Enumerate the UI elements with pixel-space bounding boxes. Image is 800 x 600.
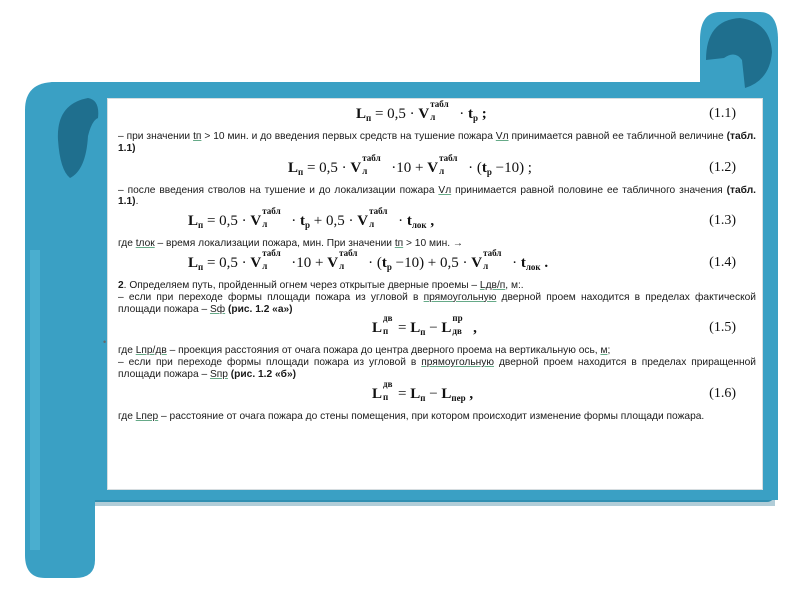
formula-1-3: [118, 206, 756, 235]
paragraph-1: – при значении tп > 10 мин. и до введения первых средств на тушение пожара Vл принимается равной ее табличной величине (табл. 1.1): [118, 131, 757, 154]
formula-number: (1.2): [709, 159, 736, 175]
formula-1-4: [118, 247, 756, 277]
formula-number: (1.6): [709, 385, 736, 401]
formula-expression: $L_п = 0,5 \cdot V$ табл л · $t_р + 0,5 \cdot V$ табл л · $t_{лок}$ ,: [188, 206, 435, 231]
formula-number: (1.3): [709, 213, 736, 229]
formula-1-5: [118, 313, 756, 342]
paragraph-4: 2. Определяем путь, пройденный огнем через открытые дверные проемы – Lдв/п, м:.: [118, 279, 524, 291]
formula-1-6: [118, 378, 756, 408]
formula-expression: $L_п = 0,5 \cdot V$ табл л ·10 + V табл л · $(t_р -10)$ ;: [288, 152, 532, 177]
formula-number: (1.1): [709, 106, 736, 121]
formula-expression: L дв п = $L_п - L_{пер}$ ,: [372, 378, 474, 403]
paragraph-2: – после введения стволов на тушение и до локализации пожара Vл принимается равной половине ее табличного значения (табл. 1.1).: [118, 184, 756, 208]
paragraph-8: где Lпер – расстояние от очага пожара до стены помещения, при котором происходит изменение формы площади пожара.: [118, 410, 705, 422]
formula-expression: $L_п = 0,5 \cdot V$ табл л ·10 + V табл л · $(t_р -10) + 0,5 \cdot V$ табл л · $t_{лок}$ .: [188, 247, 549, 272]
formula-number: (1.4): [709, 254, 736, 270]
formula-expression: L дв п = $L_п - L$ пр дв ,: [372, 313, 477, 338]
paragraph-5: – если при переходе формы площади пожара из угловой в прямоугольную дверной проем находится в пределах фактической площади пожара – Sф (рис. 1.2 «а»): [118, 291, 756, 315]
paragraph-3: где tлок – время локализации пожара, мин. При значении tп > 10 мин. →: [118, 238, 464, 250]
paragraph-7: – если при переходе формы площади пожара из угловой в прямоугольную дверной проем находится в пределах приращенной площади пожара – Sпр (рис. 1.2 «б»): [118, 357, 756, 380]
document-page: [107, 98, 763, 490]
paragraph-6: где Lпр/дв – проекция расстояния от очага пожара до центра дверного проема на вертикальную ось, м;: [118, 345, 611, 357]
formula-1-2: [118, 152, 756, 182]
formula-expression: $L_п = 0,5 \cdot V$ табл л · $t_р$ ;: [356, 99, 487, 123]
formula-1-1: [118, 99, 756, 128]
formula-number: (1.5): [709, 320, 736, 336]
list-marker: •: [103, 337, 107, 347]
